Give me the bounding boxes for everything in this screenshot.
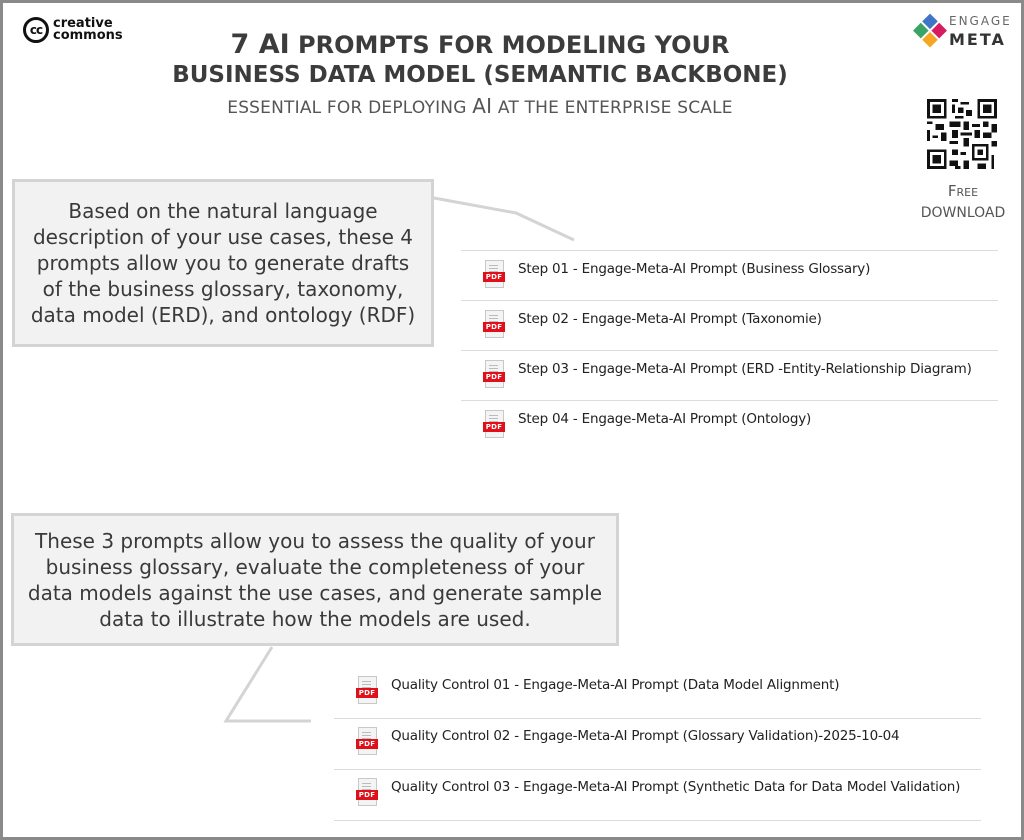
pdf-icon: PDF: [483, 360, 505, 388]
pdf-icon: PDF: [483, 410, 505, 438]
engage-meta-logo: [917, 14, 1012, 49]
engage-meta-diamond-icon: [912, 13, 949, 50]
brand-bottom: META: [949, 30, 1006, 49]
file-name[interactable]: Step 04 - Engage-Meta-AI Prompt (Ontology): [518, 411, 812, 427]
file-name[interactable]: Quality Control 01 - Engage-Meta-AI Prompt (Data Model Alignment): [391, 677, 840, 693]
pdf-icon: PDF: [483, 310, 505, 338]
qr-code-icon[interactable]: [927, 99, 997, 169]
file-name[interactable]: Step 01 - Engage-Meta-AI Prompt (Business Glossary): [518, 261, 871, 277]
pdf-icon: PDF: [483, 260, 505, 288]
free-download-label: Free DOWNLOAD: [920, 182, 1006, 221]
pdf-icon: PDF: [356, 778, 378, 806]
creative-commons-logo: [23, 17, 123, 43]
file-item[interactable]: [334, 770, 981, 821]
file-item[interactable]: [334, 719, 981, 770]
callout-quality-prompts: These 3 prompts allow you to assess the quality of your business glossary, evaluate the completeness of your data models against the use cases, and generate sample data to illustrate how the models are used.: [11, 513, 619, 646]
file-item[interactable]: [461, 400, 998, 450]
cc-icon: cc: [23, 17, 49, 43]
file-name[interactable]: Step 03 - Engage-Meta-AI Prompt (ERD -Entity-Relationship Diagram): [518, 361, 972, 377]
file-item[interactable]: [334, 668, 981, 719]
step-files-list: [461, 250, 998, 450]
pdf-icon: PDF: [356, 727, 378, 755]
file-item[interactable]: [461, 350, 998, 400]
file-item[interactable]: [461, 300, 998, 350]
page-subtitle: ESSENTIAL FOR DEPLOYING AI AT THE ENTERPRISE SCALE: [227, 94, 733, 118]
cc-text-line1: creative: [53, 16, 113, 31]
file-name[interactable]: Step 02 - Engage-Meta-AI Prompt (Taxonomie): [518, 311, 822, 327]
file-name[interactable]: Quality Control 02 - Engage-Meta-AI Prompt (Glossary Validation)-2025-10-04: [391, 728, 900, 744]
file-name[interactable]: Quality Control 03 - Engage-Meta-AI Prompt (Synthetic Data for Data Model Validation): [391, 779, 961, 795]
pdf-icon: PDF: [356, 676, 378, 704]
cc-text-line2: commons: [53, 28, 123, 43]
callout-generation-prompts: Based on the natural language description of your use cases, these 4 prompts allow you to generate drafts of the business glossary, taxonomy, data model (ERD), and ontology (RDF): [12, 179, 434, 347]
page-title-line1: 7 AI PROMPTS FOR MODELING YOUR: [230, 29, 730, 60]
page-header: [150, 30, 810, 118]
quality-files-list: [334, 668, 981, 821]
brand-top: ENGAGE: [949, 14, 1012, 28]
page-title-line2: BUSINESS DATA MODEL (SEMANTIC BACKBONE): [172, 62, 788, 88]
file-item[interactable]: [461, 250, 998, 300]
